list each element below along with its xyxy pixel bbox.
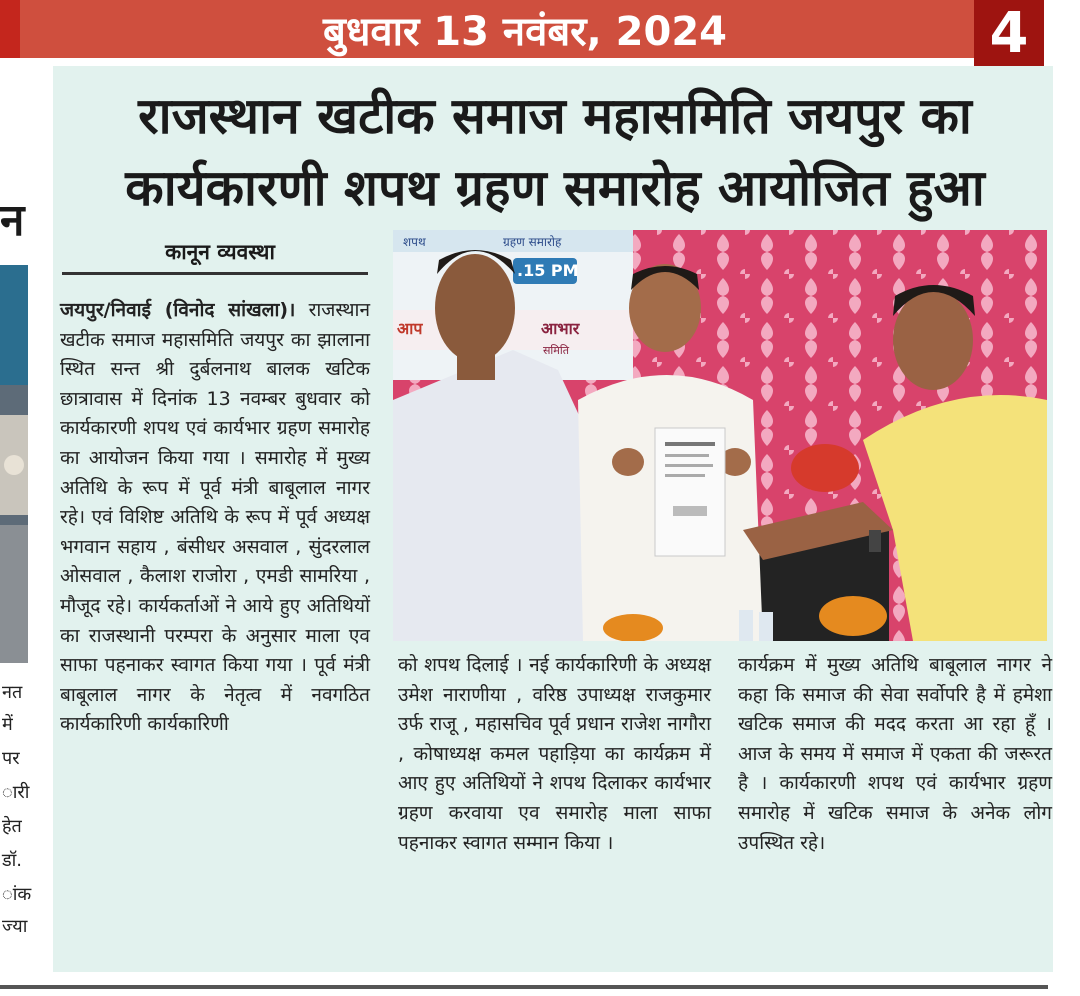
masthead-edge [0, 0, 22, 58]
article-headline [60, 80, 1050, 224]
column-1-text: राजस्थान खटीक समाज महासमिति जयपुर का झालाना स्थित सन्त श्री दुर्बलनाथ बालक खटिक छात्रावास में दिनांक 13 नवम्बर बुधवार को कार्यकारणी शपथ एवं कार्यभार ग्रहण समारोह का आयोजन किया गया । समारोह में मुख्य अतिथि के रूप में पूर्व मंत्री बाबूलाल नागर रहे। एवं विशिष्ट अतिथि के रूप में पूर्व अध्यक्ष भगवान सहाय , बंसीधर असवाल , सुंदरलाल ओसवाल , कैलाश राजोरा , एमडी सामरिया , मौजूद रहे। कार्यकर्ताओं ने आये हुए अतिथियों का राजस्थानी परम्परा के अनुसार माला एव साफा पहनाकर स्वागत किया गया । पूर्व मंत्री बाबूलाल नागर के नेतृत्व में नवगठित कार्यकारिणी कार्यकारिणी [60, 299, 370, 736]
banner-text-1: ग्रहण समारोह [503, 235, 562, 249]
banner-text-3: आभार [541, 319, 580, 338]
masthead-date: बुधवार 13 नवंबर, 2024 [322, 8, 727, 55]
article-column-3: कार्यक्रम में मुख्य अतिथि बाबूलाल नागर ने कहा कि समाज की सेवा सर्वोपरि है में हमेशा खटिक समाज की मदद करता आ रहा हूँ । आज के समय में समाज में एकता की जरूरत है । कार्यकारणी शपथ एवं कार्यभार ग्रहण समारोह में खटिक समाज के अनेक लोग उपस्थित रहे। [738, 654, 1052, 854]
left-fragment-4: हेत [2, 816, 22, 837]
banner-text-2: .15 PM [517, 261, 579, 280]
left-fragment-7: ज्या [2, 916, 28, 937]
article-column-1 [60, 296, 370, 740]
page-footer-rule [0, 985, 1048, 989]
article-category: कानून व्यवस्था [165, 240, 275, 264]
headline-line-2: कार्यकारणी शपथ ग्रहण समारोह आयोजित हुआ [125, 158, 985, 217]
left-fragment-5: डॉ. [2, 850, 23, 871]
article-photo [393, 230, 1047, 641]
masthead-bar [20, 0, 1030, 58]
article-dateline: जयपुर/निवाई (विनोद सांखला)। [60, 299, 296, 321]
left-fragment-6: ांक [2, 884, 32, 905]
left-fragment-0: नत [2, 682, 23, 703]
banner-text-0: शपथ [403, 235, 426, 249]
page-number: 4 [974, 0, 1044, 66]
category-rule [62, 272, 368, 275]
headline-line-1: राजस्थान खटीक समाज महासमिति जयपुर का [138, 86, 972, 145]
left-fragment-2: पर [2, 748, 20, 769]
left-fragment-1: में [2, 714, 13, 735]
banner-text-4: समिति [543, 344, 569, 357]
left-fragment-photo [0, 265, 28, 663]
left-fragment-heading: न [0, 195, 25, 246]
banner-text-5: आप [397, 319, 423, 338]
left-fragment-3: ारी [2, 782, 30, 803]
article-column-2: को शपथ दिलाई । नई कार्यकारिणी के अध्यक्ष उमेश नाराणीया , वरिष्ठ उपाध्यक्ष राजकुमार उर्फ राजू , महासचिव पूर्व प्रधान राजेश नागौरा , कोषाध्यक्ष कमल पहाड़िया का कार्यक्रम में आए हुए अतिथियों ने शपथ दिलाकर कार्यभार ग्रहण करवाया एव समारोह माला साफा पहनाकर स्वागत सम्मान किया । [398, 654, 711, 854]
